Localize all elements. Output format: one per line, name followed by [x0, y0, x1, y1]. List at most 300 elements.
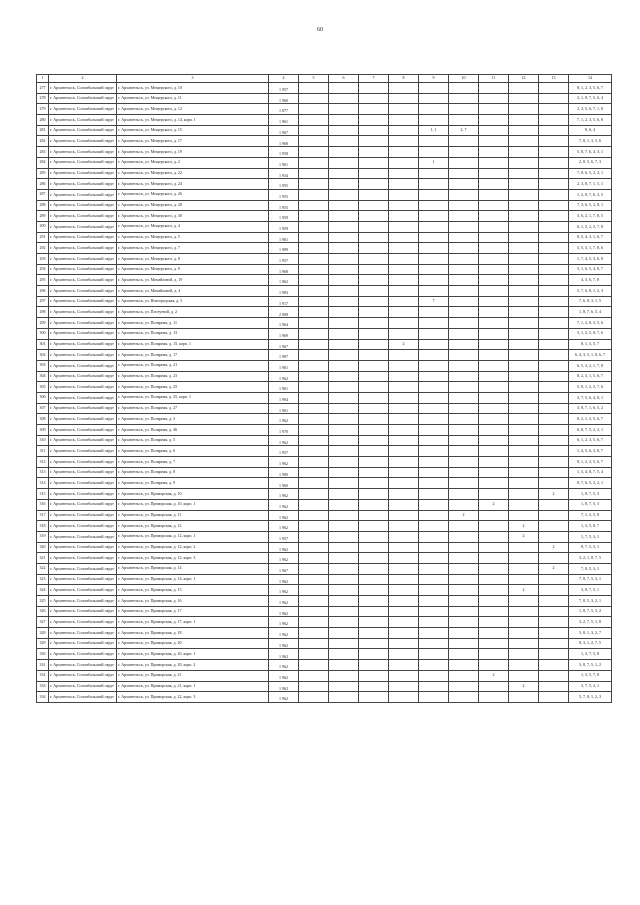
- cell-year: 1 959: [269, 211, 299, 222]
- cell-district: г. Архангельск, Соломбальский округ: [49, 328, 117, 339]
- cell-c6: [329, 531, 359, 542]
- table-row: [37, 328, 612, 339]
- cell-row-number: 300: [37, 328, 49, 339]
- cell-address: г. Архангельск, ул. Приморская, д. 20, корп. 1: [117, 649, 269, 660]
- table-row: [37, 307, 612, 318]
- column-header-8: 8: [389, 75, 419, 83]
- cell-c9: [419, 585, 449, 596]
- cell-c10: [449, 467, 479, 478]
- cell-c12: [509, 296, 539, 307]
- cell-c13: [539, 136, 569, 147]
- cell-c6: [329, 328, 359, 339]
- cell-c10: [449, 435, 479, 446]
- cell-c7: [359, 553, 389, 564]
- cell-c13: [539, 585, 569, 596]
- cell-c13: [539, 457, 569, 468]
- cell-c8: [389, 692, 419, 703]
- cell-c12: [509, 275, 539, 286]
- cell-c8: [389, 596, 419, 607]
- cell-c11: [479, 104, 509, 115]
- cell-c12: [509, 339, 539, 350]
- cell-address: г. Архангельск, ул. Мещерского, д. 24: [117, 179, 269, 190]
- cell-codes: 3, 7, 5, 6, 4, 8, 1: [569, 392, 612, 403]
- cell-c8: [389, 136, 419, 147]
- cell-c5: [299, 179, 329, 190]
- cell-address: г. Архангельск, ул. Приморская, д. 20, корп. 2: [117, 660, 269, 671]
- cell-codes: 2, 8, 5, 6, 7, 3: [569, 157, 612, 168]
- cell-c12: [509, 360, 539, 371]
- cell-c10: [449, 425, 479, 436]
- cell-c6: [329, 232, 359, 243]
- cell-c9: [419, 93, 449, 104]
- cell-row-number: 283: [37, 147, 49, 158]
- cell-year: 1 957: [269, 446, 299, 457]
- cell-district: г. Архангельск, Соломбальский округ: [49, 264, 117, 275]
- cell-c10: 2, 7: [449, 125, 479, 136]
- cell-c13: [539, 649, 569, 660]
- cell-address: г. Архангельск, ул. Мещерского, д. 17: [117, 136, 269, 147]
- cell-c6: [329, 553, 359, 564]
- cell-c11: [479, 296, 509, 307]
- cell-c11: [479, 574, 509, 585]
- cell-c10: [449, 649, 479, 660]
- cell-row-number: 306: [37, 392, 49, 403]
- cell-row-number: 293: [37, 254, 49, 265]
- cell-c10: [449, 499, 479, 510]
- cell-c8: [389, 115, 419, 126]
- table-row: [37, 617, 612, 628]
- cell-c5: [299, 360, 329, 371]
- cell-c10: [449, 104, 479, 115]
- cell-c9: [419, 563, 449, 574]
- cell-year: 1 967: [269, 563, 299, 574]
- cell-c6: [329, 371, 359, 382]
- cell-address: г. Архангельск, ул. Приморская, д. 15: [117, 585, 269, 596]
- cell-codes: 8, 2, 1, 3, 5, 6, 7: [569, 414, 612, 425]
- cell-c7: [359, 531, 389, 542]
- cell-c7: [359, 692, 389, 703]
- cell-c7: [359, 147, 389, 158]
- cell-c7: [359, 628, 389, 639]
- cell-c10: [449, 542, 479, 553]
- cell-c11: [479, 531, 509, 542]
- cell-row-number: 294: [37, 264, 49, 275]
- cell-c5: [299, 563, 329, 574]
- cell-c9: [419, 403, 449, 414]
- cell-address: г. Архангельск, ул. Полярная, д. 5: [117, 435, 269, 446]
- cell-c7: [359, 457, 389, 468]
- cell-row-number: 334: [37, 692, 49, 703]
- cell-c11: [479, 521, 509, 532]
- cell-c6: [329, 104, 359, 115]
- cell-c9: [419, 254, 449, 265]
- table-row: [37, 168, 612, 179]
- cell-row-number: 315: [37, 489, 49, 500]
- cell-district: г. Архангельск, Соломбальский округ: [49, 563, 117, 574]
- cell-district: г. Архангельск, Соломбальский округ: [49, 136, 117, 147]
- cell-c12: [509, 574, 539, 585]
- cell-row-number: 286: [37, 179, 49, 190]
- cell-c10: [449, 446, 479, 457]
- table-row: [37, 147, 612, 158]
- cell-district: г. Архангельск, Соломбальский округ: [49, 296, 117, 307]
- cell-c11: [479, 275, 509, 286]
- cell-c5: [299, 136, 329, 147]
- cell-c9: [419, 489, 449, 500]
- cell-address: г. Архангельск, ул. Мещерского, д. 9: [117, 264, 269, 275]
- cell-district: г. Архангельск, Соломбальский округ: [49, 211, 117, 222]
- cell-c5: [299, 596, 329, 607]
- cell-c6: [329, 93, 359, 104]
- cell-c7: [359, 254, 389, 265]
- cell-c5: [299, 542, 329, 553]
- cell-district: г. Архангельск, Соломбальский округ: [49, 371, 117, 382]
- cell-c13: [539, 157, 569, 168]
- cell-c6: [329, 243, 359, 254]
- cell-address: г. Архангельск, ул. Полярная, д. 15, корп. 1: [117, 339, 269, 350]
- cell-year: 1 962: [269, 649, 299, 660]
- cell-c9: [419, 179, 449, 190]
- cell-codes: 7, 1, 2, 3, 5, 6, 8: [569, 115, 612, 126]
- cell-c11: [479, 446, 509, 457]
- cell-c10: [449, 478, 479, 489]
- cell-codes: 3, 2, 7, 5, 1, 8: [569, 617, 612, 628]
- column-header-13: 13: [539, 75, 569, 83]
- cell-c5: [299, 467, 329, 478]
- cell-c10: [449, 232, 479, 243]
- cell-year: 1 987: [269, 350, 299, 361]
- cell-c6: [329, 638, 359, 649]
- cell-district: г. Архангельск, Соломбальский округ: [49, 403, 117, 414]
- cell-c11: [479, 350, 509, 361]
- cell-c11: [479, 179, 509, 190]
- cell-c13: [539, 243, 569, 254]
- cell-address: г. Архангельск, ул. Полярная, д. 46: [117, 425, 269, 436]
- cell-c6: [329, 435, 359, 446]
- cell-year: 1 961: [269, 232, 299, 243]
- cell-c9: [419, 596, 449, 607]
- cell-c9: [419, 264, 449, 275]
- cell-c5: [299, 414, 329, 425]
- cell-c12: [509, 200, 539, 211]
- cell-c9: [419, 221, 449, 232]
- cell-c5: [299, 457, 329, 468]
- cell-c9: [419, 499, 449, 510]
- table-row: [37, 467, 612, 478]
- cell-c7: [359, 136, 389, 147]
- table-row: [37, 200, 612, 211]
- cell-c7: [359, 211, 389, 222]
- cell-year: 1 960: [269, 478, 299, 489]
- cell-c5: [299, 574, 329, 585]
- cell-c10: [449, 628, 479, 639]
- cell-c12: [509, 307, 539, 318]
- cell-year: 1 962: [269, 617, 299, 628]
- cell-c7: [359, 467, 389, 478]
- cell-codes: 6, 5, 3, 2, 1, 7, 8: [569, 360, 612, 371]
- cell-c12: [509, 232, 539, 243]
- cell-row-number: 316: [37, 499, 49, 510]
- cell-c8: [389, 660, 419, 671]
- cell-c9: [419, 467, 449, 478]
- cell-district: г. Архангельск, Соломбальский округ: [49, 660, 117, 671]
- cell-year: 1 962: [269, 521, 299, 532]
- cell-c5: [299, 425, 329, 436]
- cell-c9: [419, 328, 449, 339]
- cell-c8: [389, 232, 419, 243]
- cell-c6: [329, 670, 359, 681]
- cell-district: г. Архангельск, Соломбальский округ: [49, 670, 117, 681]
- cell-c11: [479, 489, 509, 500]
- cell-c6: [329, 542, 359, 553]
- cell-c11: [479, 264, 509, 275]
- cell-codes: 7, 8, 1, 3, 5, 6: [569, 136, 612, 147]
- cell-c9: [419, 83, 449, 94]
- cell-codes: 3, 5, 3, 1, 7, 8, 6: [569, 243, 612, 254]
- cell-c7: [359, 542, 389, 553]
- cell-c6: [329, 221, 359, 232]
- cell-year: 1 962: [269, 489, 299, 500]
- cell-codes: 1, 8, 7, 6, 5, 4: [569, 307, 612, 318]
- cell-c5: [299, 681, 329, 692]
- cell-address: г. Архангельск, ул. Полярная, д. 27: [117, 403, 269, 414]
- table-row: [37, 221, 612, 232]
- cell-c12: [509, 104, 539, 115]
- cell-c7: [359, 200, 389, 211]
- cell-c5: [299, 638, 329, 649]
- cell-row-number: 302: [37, 350, 49, 361]
- table-row: [37, 104, 612, 115]
- cell-c10: [449, 553, 479, 564]
- cell-c9: [419, 371, 449, 382]
- cell-c8: [389, 83, 419, 94]
- cell-district: г. Архангельск, Соломбальский округ: [49, 339, 117, 350]
- column-header-14: 14: [569, 75, 612, 83]
- table-row: [37, 189, 612, 200]
- cell-address: г. Архангельск, ул. Мещерского, д. 28: [117, 200, 269, 211]
- column-header-6: 6: [329, 75, 359, 83]
- cell-year: 1 970: [269, 425, 299, 436]
- table-row: [37, 243, 612, 254]
- column-header-11: 11: [479, 75, 509, 83]
- cell-c13: [539, 221, 569, 232]
- table-row: [37, 83, 612, 94]
- cell-year: 1 962: [269, 638, 299, 649]
- cell-c8: [389, 147, 419, 158]
- cell-c13: [539, 510, 569, 521]
- cell-c6: [329, 478, 359, 489]
- cell-c10: [449, 371, 479, 382]
- cell-row-number: 280: [37, 115, 49, 126]
- cell-district: г. Архангельск, Соломбальский округ: [49, 499, 117, 510]
- cell-c11: [479, 382, 509, 393]
- cell-c11: [479, 467, 509, 478]
- cell-district: г. Архангельск, Соломбальский округ: [49, 414, 117, 425]
- cell-c6: [329, 692, 359, 703]
- cell-year: 1 961: [269, 382, 299, 393]
- table-body: [37, 83, 612, 703]
- cell-row-number: 285: [37, 168, 49, 179]
- cell-address: г. Архангельск, ул. Приморская, д. 12, корп. 3: [117, 553, 269, 564]
- cell-c7: [359, 189, 389, 200]
- cell-c7: [359, 574, 389, 585]
- cell-c8: [389, 531, 419, 542]
- cell-c11: [479, 425, 509, 436]
- table-row: [37, 649, 612, 660]
- cell-c9: [419, 115, 449, 126]
- cell-year: 1 957: [269, 531, 299, 542]
- cell-row-number: 327: [37, 617, 49, 628]
- cell-codes: 6, 4, 3, 5, 1, 8, 6, 7: [569, 350, 612, 361]
- cell-district: г. Архангельск, Соломбальский округ: [49, 189, 117, 200]
- cell-district: г. Архангельск, Соломбальский округ: [49, 307, 117, 318]
- cell-year: 1 962: [269, 692, 299, 703]
- cell-year: 1 957: [269, 254, 299, 265]
- column-header-1: 1: [37, 75, 49, 83]
- cell-c6: [329, 318, 359, 329]
- cell-c12: [509, 628, 539, 639]
- cell-address: г. Архангельск, ул. Мичайловой, д. 4: [117, 286, 269, 297]
- cell-c10: [449, 574, 479, 585]
- cell-c10: [449, 307, 479, 318]
- cell-codes: 3, 1, 8, 7, 5, 6, 4: [569, 93, 612, 104]
- cell-c13: [539, 617, 569, 628]
- cell-codes: 1, 4, 5, 6, 3, 8, 7: [569, 446, 612, 457]
- cell-c5: [299, 157, 329, 168]
- cell-c11: [479, 93, 509, 104]
- cell-c12: [509, 478, 539, 489]
- cell-c5: [299, 243, 329, 254]
- cell-c10: [449, 189, 479, 200]
- cell-address: г. Архангельск, ул. Приморская, д. 21: [117, 670, 269, 681]
- cell-address: г. Архангельск, ул. Приморская, д. 12, корп. 2: [117, 542, 269, 553]
- cell-c10: [449, 243, 479, 254]
- cell-c9: [419, 521, 449, 532]
- cell-c12: [509, 286, 539, 297]
- cell-c13: [539, 360, 569, 371]
- cell-c13: [539, 499, 569, 510]
- table-row: [37, 296, 612, 307]
- cell-c12: [509, 392, 539, 403]
- cell-c11: [479, 318, 509, 329]
- cell-codes: 1, 3, 5, 7, 8: [569, 670, 612, 681]
- cell-c10: [449, 596, 479, 607]
- cell-c8: [389, 499, 419, 510]
- cell-codes: 1, 2, 8, 7, 6, 3, 5: [569, 189, 612, 200]
- table-row: [37, 350, 612, 361]
- cell-c11: [479, 596, 509, 607]
- cell-c9: [419, 211, 449, 222]
- cell-address: г. Архангельск, ул. Приморская, д. 17: [117, 606, 269, 617]
- cell-year: 1 983: [269, 286, 299, 297]
- cell-c12: [509, 382, 539, 393]
- cell-c7: [359, 318, 389, 329]
- cell-c13: [539, 125, 569, 136]
- cell-row-number: 313: [37, 467, 49, 478]
- cell-c8: [389, 628, 419, 639]
- cell-c9: [419, 692, 449, 703]
- cell-c6: [329, 286, 359, 297]
- cell-c13: [539, 211, 569, 222]
- cell-district: г. Архангельск, Соломбальский округ: [49, 617, 117, 628]
- cell-c7: [359, 435, 389, 446]
- table-row: [37, 392, 612, 403]
- cell-row-number: 289: [37, 211, 49, 222]
- cell-c12: 2: [509, 531, 539, 542]
- table-row: [37, 211, 612, 222]
- cell-c13: 2: [539, 542, 569, 553]
- cell-c8: [389, 93, 419, 104]
- cell-codes: 3, 7, 5, 2, 1: [569, 681, 612, 692]
- cell-row-number: 298: [37, 307, 49, 318]
- cell-c13: [539, 403, 569, 414]
- cell-codes: 8, 1, 2, 3, 5, 6, 7: [569, 83, 612, 94]
- cell-address: г. Архангельск, ул. Мещерского, д. 12: [117, 104, 269, 115]
- table-row: [37, 660, 612, 671]
- cell-row-number: 278: [37, 93, 49, 104]
- cell-c12: [509, 489, 539, 500]
- cell-c12: [509, 553, 539, 564]
- cell-c7: [359, 104, 389, 115]
- cell-c7: [359, 221, 389, 232]
- cell-c10: [449, 489, 479, 500]
- cell-codes: 8, 2, 3, 1, 5, 6, 7: [569, 371, 612, 382]
- column-header-4: 4: [269, 75, 299, 83]
- table-row: [37, 510, 612, 521]
- cell-c10: [449, 93, 479, 104]
- cell-c8: [389, 307, 419, 318]
- cell-c9: [419, 457, 449, 468]
- cell-c9: [419, 339, 449, 350]
- cell-c5: [299, 382, 329, 393]
- cell-c10: [449, 136, 479, 147]
- cell-codes: 3, 8, 7, 1, 6, 5, 2: [569, 403, 612, 414]
- table-row: [37, 179, 612, 190]
- cell-district: г. Архангельск, Соломбальский округ: [49, 179, 117, 190]
- cell-year: 1 959: [269, 221, 299, 232]
- cell-row-number: 279: [37, 104, 49, 115]
- cell-c12: [509, 692, 539, 703]
- cell-c6: [329, 296, 359, 307]
- cell-row-number: 332: [37, 670, 49, 681]
- table-row: [37, 681, 612, 692]
- cell-c12: [509, 425, 539, 436]
- cell-row-number: 305: [37, 382, 49, 393]
- cell-c11: [479, 681, 509, 692]
- cell-c9: [419, 574, 449, 585]
- cell-c13: [539, 147, 569, 158]
- cell-c5: [299, 446, 329, 457]
- cell-c8: [389, 157, 419, 168]
- cell-year: 1 962: [269, 542, 299, 553]
- table-row: [37, 489, 612, 500]
- cell-address: г. Архангельск, ул. Мещерского, д. 11: [117, 93, 269, 104]
- cell-c12: [509, 467, 539, 478]
- cell-c8: [389, 200, 419, 211]
- cell-c6: [329, 189, 359, 200]
- cell-row-number: 323: [37, 574, 49, 585]
- cell-district: г. Архангельск, Соломбальский округ: [49, 585, 117, 596]
- cell-district: г. Архангельск, Соломбальский округ: [49, 318, 117, 329]
- cell-c10: [449, 521, 479, 532]
- cell-c5: [299, 660, 329, 671]
- cell-codes: 2, 3, 8, 7, 1, 5, 1: [569, 179, 612, 190]
- column-header-3: 3: [117, 75, 269, 83]
- cell-c8: [389, 510, 419, 521]
- cell-c9: [419, 168, 449, 179]
- table-row: [37, 318, 612, 329]
- cell-row-number: 292: [37, 243, 49, 254]
